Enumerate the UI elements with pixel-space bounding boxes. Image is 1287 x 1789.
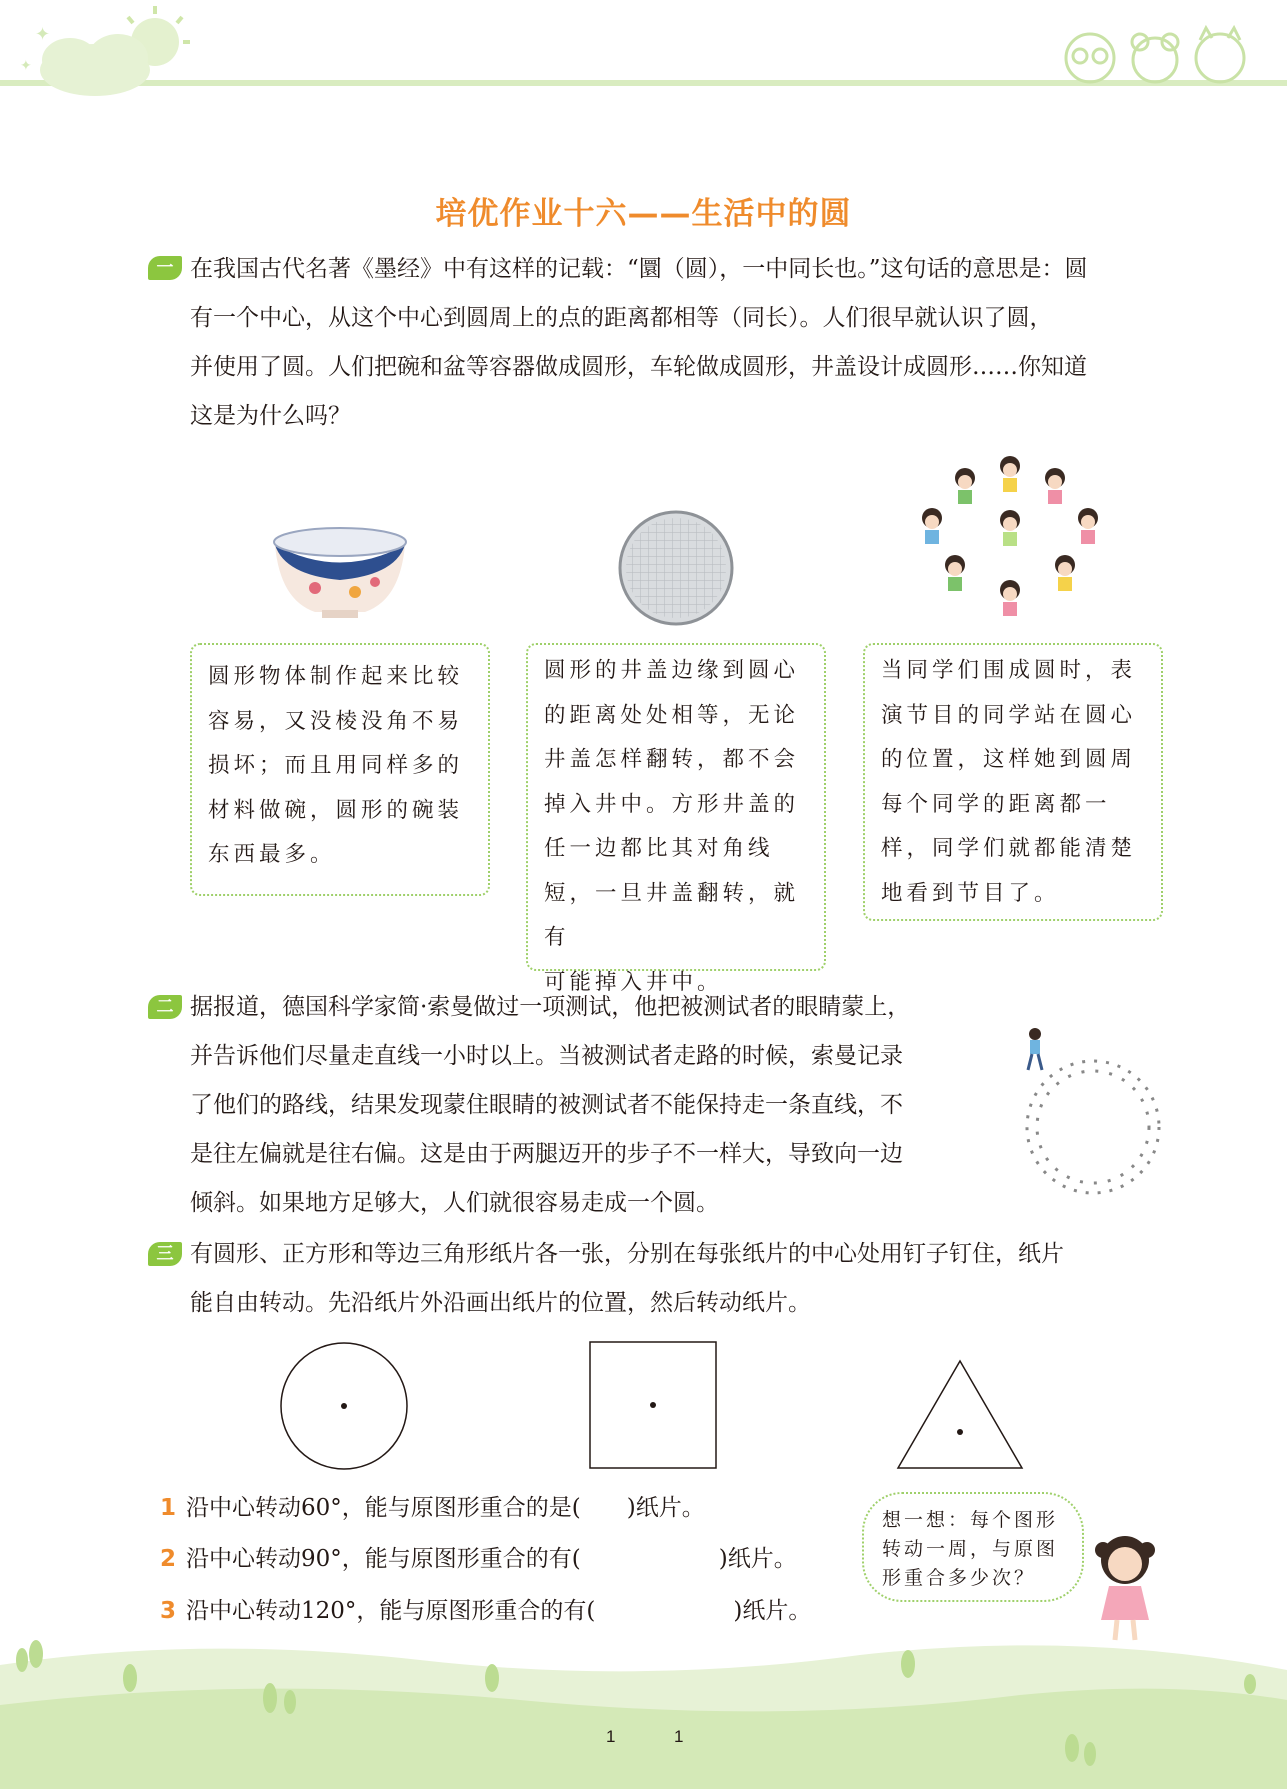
question-1: [160, 1493, 705, 1523]
triangle-shape: [895, 1358, 1025, 1472]
center-dot: [341, 1403, 347, 1409]
manhole-cover-image: [616, 508, 736, 628]
text-line: 能自由转动。先沿纸片外沿画出纸片的位置，然后转动纸片。: [190, 1290, 811, 1316]
thought-bubble: [862, 1492, 1084, 1602]
text-line: 有圆形、正方形和等边三角形纸片各一张，分别在每张纸片的中心处用钉子钉住，纸片: [190, 1241, 1064, 1267]
box-line: 的位置，这样她到圆周: [881, 747, 1137, 772]
section-3-text: [190, 1230, 1160, 1328]
bowl-image: [270, 520, 410, 620]
page-number-right: 1: [674, 1727, 684, 1746]
page-title: 培优作业十六——生活中的圆: [435, 196, 852, 232]
text-line: 是往左偏就是往右偏。这是由于两腿迈开的步子不一样大，导致向一边: [190, 1141, 903, 1167]
circle-shape: [276, 1338, 412, 1474]
box-line: 的距离处处相等，无论: [544, 702, 800, 728]
bubble-line: 形重合多少次？: [882, 1567, 1037, 1589]
explanation-box-children: [863, 643, 1163, 921]
section-1-text: [190, 245, 1160, 441]
text-line: 这是为什么吗？: [190, 403, 351, 429]
walking-footprints-image: [1010, 1022, 1170, 1212]
box-line: 材料做碗，圆形的碗装: [208, 797, 464, 823]
question-text: 沿中心转动90°，能与原图形重合的有( )纸片。: [186, 1546, 797, 1572]
footer-landscape: [0, 1640, 1287, 1789]
cloud-sun-icon: [0, 0, 200, 110]
question-number: 3: [160, 1598, 177, 1624]
bubble-line: 转动一周，与原图: [882, 1538, 1059, 1560]
question-2: [160, 1544, 797, 1574]
box-line: 可能掉入井中。: [544, 969, 723, 995]
section-2-badge: 二: [148, 995, 182, 1019]
box-line: 短，一旦井盖翻转，就有: [544, 880, 800, 950]
bubble-line: 想一想：每个图形: [882, 1509, 1059, 1531]
square-shape: [588, 1340, 720, 1472]
section-3-badge: 三: [148, 1242, 182, 1266]
box-line: 演节目的同学站在圆心: [881, 702, 1137, 728]
section-2-text: [190, 983, 1010, 1228]
text-line: 倾斜。如果地方足够大，人们就很容易走成一个圆。: [190, 1190, 719, 1216]
text-line: 并告诉他们尽量走直线一小时以上。当被测试者走路的时候，索曼记录: [190, 1043, 903, 1069]
text-line: 据报道，德国科学家简·索曼做过一项测试，他把被测试者的眼睛蒙上，: [190, 994, 911, 1020]
box-line: 地看到节目了。: [881, 880, 1060, 906]
page-number-left: 1: [606, 1727, 616, 1746]
question-text: 沿中心转动120°，能与原图形重合的有( )纸片。: [186, 1598, 812, 1624]
box-line: 损坏；而且用同样多的: [208, 753, 464, 778]
center-dot: [650, 1402, 656, 1408]
box-line: 圆形物体制作起来比较: [208, 664, 464, 689]
box-line: 容易，又没棱没角不易: [208, 708, 464, 734]
children-circle-image: [910, 450, 1110, 630]
question-number: 1: [160, 1495, 177, 1521]
question-3: [160, 1596, 811, 1626]
box-line: 每个同学的距离都一: [881, 791, 1111, 817]
center-dot: [957, 1429, 963, 1435]
box-line: 圆形的井盖边缘到圆心: [544, 658, 800, 683]
explanation-box-bowl: [190, 643, 490, 896]
question-number: 2: [160, 1546, 177, 1572]
text-line: 在我国古代名著《墨经》中有这样的记载：“圜（圆），一中同长也。”这句话的意思是：圆: [190, 256, 1088, 282]
svg-text:✦: ✦: [35, 24, 51, 45]
box-line: 东西最多。: [208, 842, 336, 867]
box-line: 当同学们围成圆时，表: [881, 658, 1137, 683]
box-line: 井盖怎样翻转，都不会: [544, 747, 800, 772]
question-text: 沿中心转动60°，能与原图形重合的是( )纸片。: [186, 1495, 705, 1521]
section-1-badge: 一: [148, 256, 182, 280]
text-line: 了他们的路线，结果发现蒙住眼睛的被测试者不能保持走一条直线，不: [190, 1092, 903, 1118]
text-line: 有一个中心，从这个中心到圆周上的点的距离都相等（同长）。人们很早就认识了圆，: [190, 305, 1053, 331]
girl-character-image: [1085, 1530, 1165, 1650]
svg-text:✦: ✦: [20, 58, 32, 74]
explanation-box-manhole: [526, 643, 826, 995]
box-line: 掉入井中。方形井盖的: [544, 791, 800, 817]
text-line: 并使用了圆。人们把碗和盆等容器做成圆形，车轮做成圆形，井盖设计成圆形……你知道: [190, 354, 1087, 380]
box-line: 任一边都比其对角线: [544, 836, 774, 861]
box-line: 样，同学们就都能清楚: [881, 836, 1137, 861]
animal-faces-icon: [1060, 20, 1260, 90]
